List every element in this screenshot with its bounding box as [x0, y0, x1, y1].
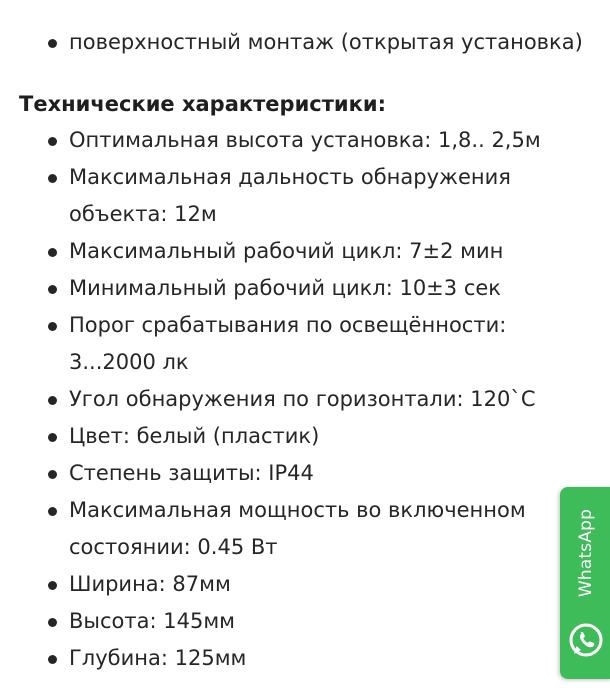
- list-item-text: Глубина: 125мм: [69, 646, 247, 670]
- list-item: [0, 159, 600, 233]
- bullet-icon: [48, 248, 57, 257]
- list-item: [0, 603, 600, 640]
- list-item: [0, 566, 600, 603]
- list-item: [0, 270, 600, 307]
- list-item-text: Максимальная мощность во включенном состоянии: 0.45 Вт: [69, 498, 526, 559]
- list-item-text: Угол обнаружения по горизонтали: 120`С: [69, 387, 536, 411]
- list-item: [0, 24, 600, 61]
- specs-list: [0, 122, 600, 677]
- list-item-text: Степень защиты: IP44: [69, 461, 314, 485]
- list-item: [0, 233, 600, 270]
- list-item: [0, 122, 600, 159]
- list-item-text: Высота: 145мм: [69, 609, 236, 633]
- list-item: [0, 418, 600, 455]
- list-item-text: Максимальная дальность обнаружения объекта: 12м: [69, 165, 511, 226]
- bullet-icon: [48, 507, 57, 516]
- bullet-icon: [48, 322, 57, 331]
- list-item: [0, 492, 600, 566]
- list-item-text: Максимальный рабочий цикл: 7±2 мин: [69, 239, 504, 263]
- list-item-text: Оптимальная высота установка: 1,8.. 2,5м: [69, 128, 541, 152]
- whatsapp-label: WhatsApp: [576, 508, 596, 598]
- bullet-icon: [48, 581, 57, 590]
- bullet-icon: [48, 396, 57, 405]
- list-item: [0, 381, 600, 418]
- bullet-icon: [48, 470, 57, 479]
- section-title: Технические характеристики:: [19, 92, 386, 116]
- bullet-icon: [48, 174, 57, 183]
- list-item-text: Ширина: 87мм: [69, 572, 231, 596]
- list-item: [0, 455, 600, 492]
- bullet-icon: [48, 618, 57, 627]
- whatsapp-button[interactable]: [560, 487, 610, 679]
- list-item: [0, 307, 600, 381]
- features-list: [0, 24, 600, 61]
- bullet-icon: [48, 285, 57, 294]
- list-item-text: Цвет: белый (пластик): [69, 424, 320, 448]
- whatsapp-icon: [566, 620, 606, 660]
- list-item: [0, 640, 600, 677]
- bullet-icon: [48, 137, 57, 146]
- bullet-icon: [48, 433, 57, 442]
- list-item-text: поверхностный монтаж (открытая установка): [69, 30, 583, 54]
- list-item-text: Минимальный рабочий цикл: 10±3 сек: [69, 276, 501, 300]
- bullet-icon: [48, 655, 57, 664]
- list-item-text: Порог срабатывания по освещённости: 3...2000 лк: [69, 313, 507, 374]
- bullet-icon: [48, 39, 57, 48]
